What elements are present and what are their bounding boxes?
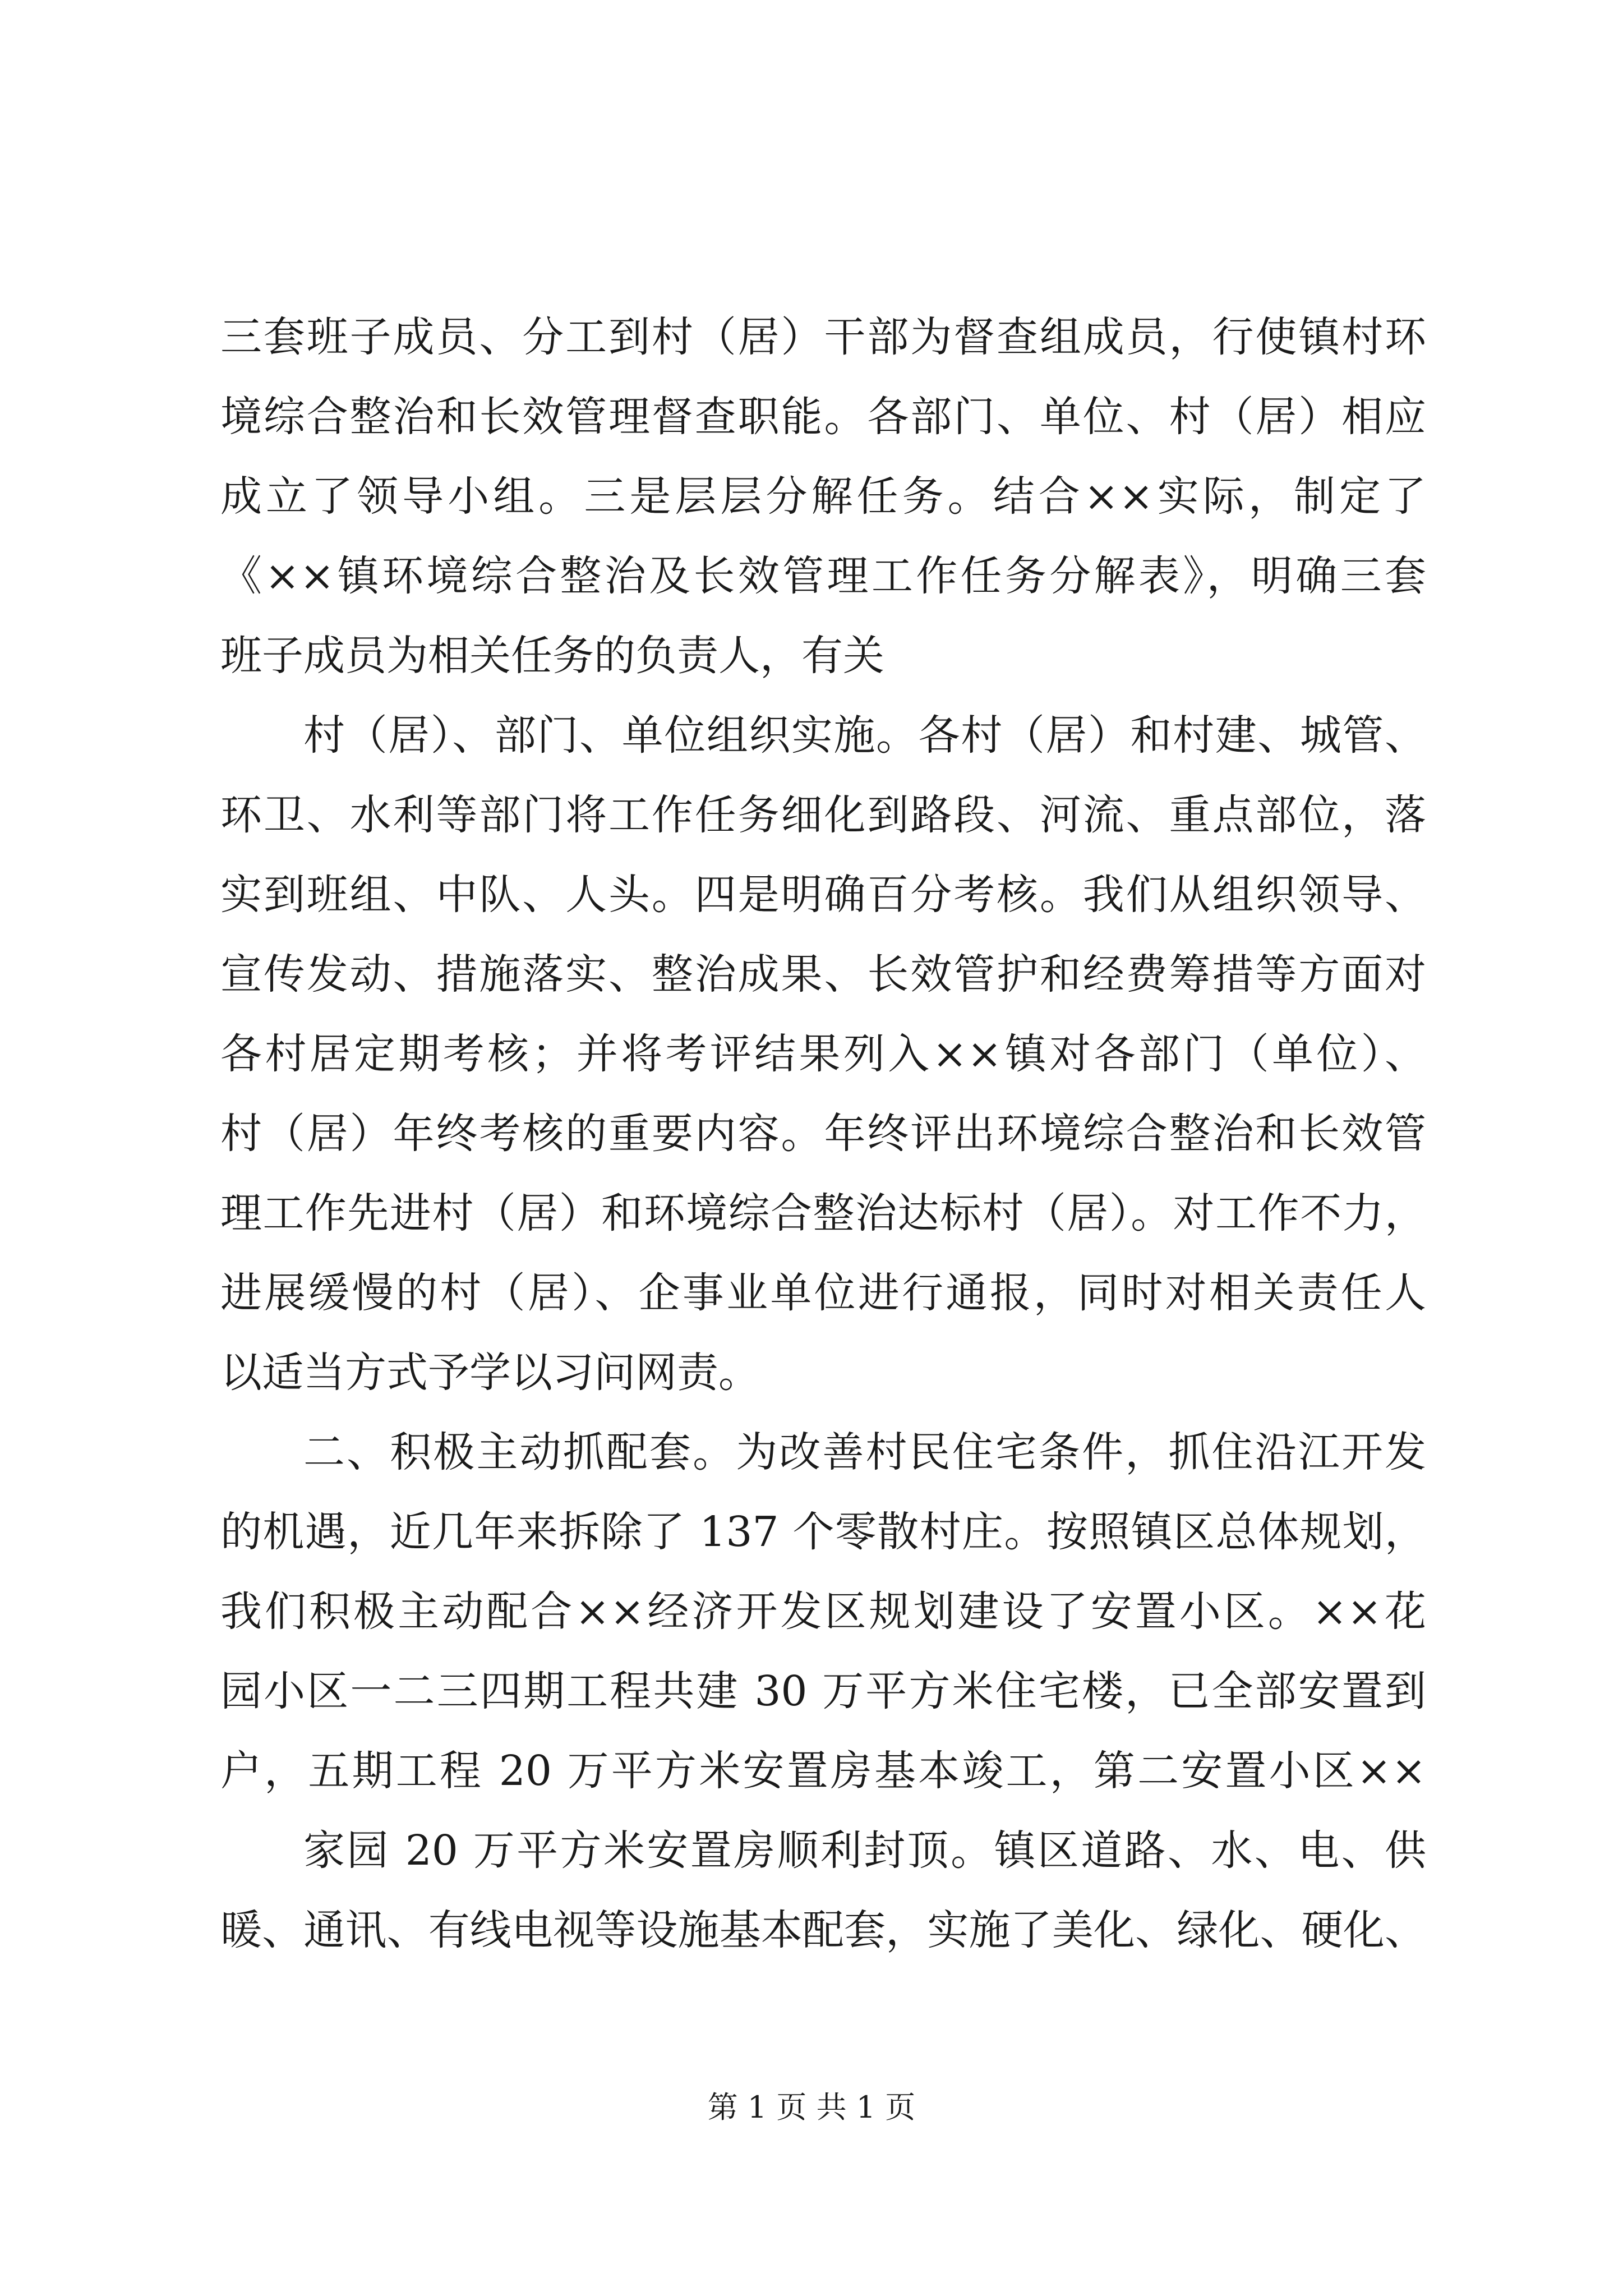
text-line: 村（居）年终考核的重要内容。年终评出环境综合整治和长效管 — [220, 1110, 1426, 1158]
text-line: 环卫、水利等部门将工作任务细化到路段、河流、重点部位，落 — [220, 791, 1426, 839]
text-line: 理工作先进村（居）和环境综合整治达标村（居）。对工作不力， — [220, 1189, 1426, 1237]
text-line: 宣传发动、措施落实、整治成果、长效管护和经费筹措等方面对 — [220, 950, 1426, 999]
text-line: 暖、通讯、有线电视等设施基本配套，实施了美化、绿化、硬化、 — [220, 1906, 1426, 1954]
page-footer: 第 1 页 共 1 页 — [707, 2090, 916, 2125]
text-line: 《××镇环境综合整治及长效管理工作任务分解表》，明确三套 — [220, 552, 1426, 600]
text-line: 村（居）、部门、单位组织实施。各村（居）和村建、城管、 — [303, 711, 1426, 760]
text-line: 的机遇，近几年来拆除了 137 个零散村庄。按照镇区总体规划， — [220, 1508, 1426, 1556]
text-line: 境综合整治和长效管理督查职能。各部门、单位、村（居）相应 — [220, 393, 1426, 441]
text-line: 以适当方式予学以习问网责。 — [220, 1349, 760, 1397]
text-line: 成立了领导小组。三是层层分解任务。结合××实际，制定了 — [220, 472, 1426, 521]
text-line: 户，五期工程 20 万平方米安置房基本竣工，第二安置小区×× — [220, 1747, 1426, 1795]
text-line: 我们积极主动配合××经济开发区规划建设了安置小区。××花 — [220, 1588, 1426, 1636]
text-line: 班子成员为相关任务的负责人，有关 — [220, 632, 884, 680]
text-line: 进展缓慢的村（居）、企事业单位进行通报，同时对相关责任人 — [220, 1269, 1426, 1317]
text-line: 三套班子成员、分工到村（居）干部为督查组成员，行使镇村环 — [220, 313, 1426, 361]
document-body — [220, 297, 1426, 1970]
text-line: 园小区一二三四期工程共建 30 万平方米住宅楼，已全部安置到 — [220, 1667, 1426, 1715]
text-line: 家园 20 万平方米安置房顺利封顶。镇区道路、水、电、供 — [303, 1826, 1426, 1875]
text-line: 实到班组、中队、人头。四是明确百分考核。我们从组织领导、 — [220, 871, 1426, 919]
text-line: 二、积极主动抓配套。为改善村民住宅条件，抓住沿江开发 — [303, 1428, 1426, 1476]
text-line: 各村居定期考核；并将考评结果列入××镇对各部门（单位）、 — [220, 1030, 1426, 1078]
